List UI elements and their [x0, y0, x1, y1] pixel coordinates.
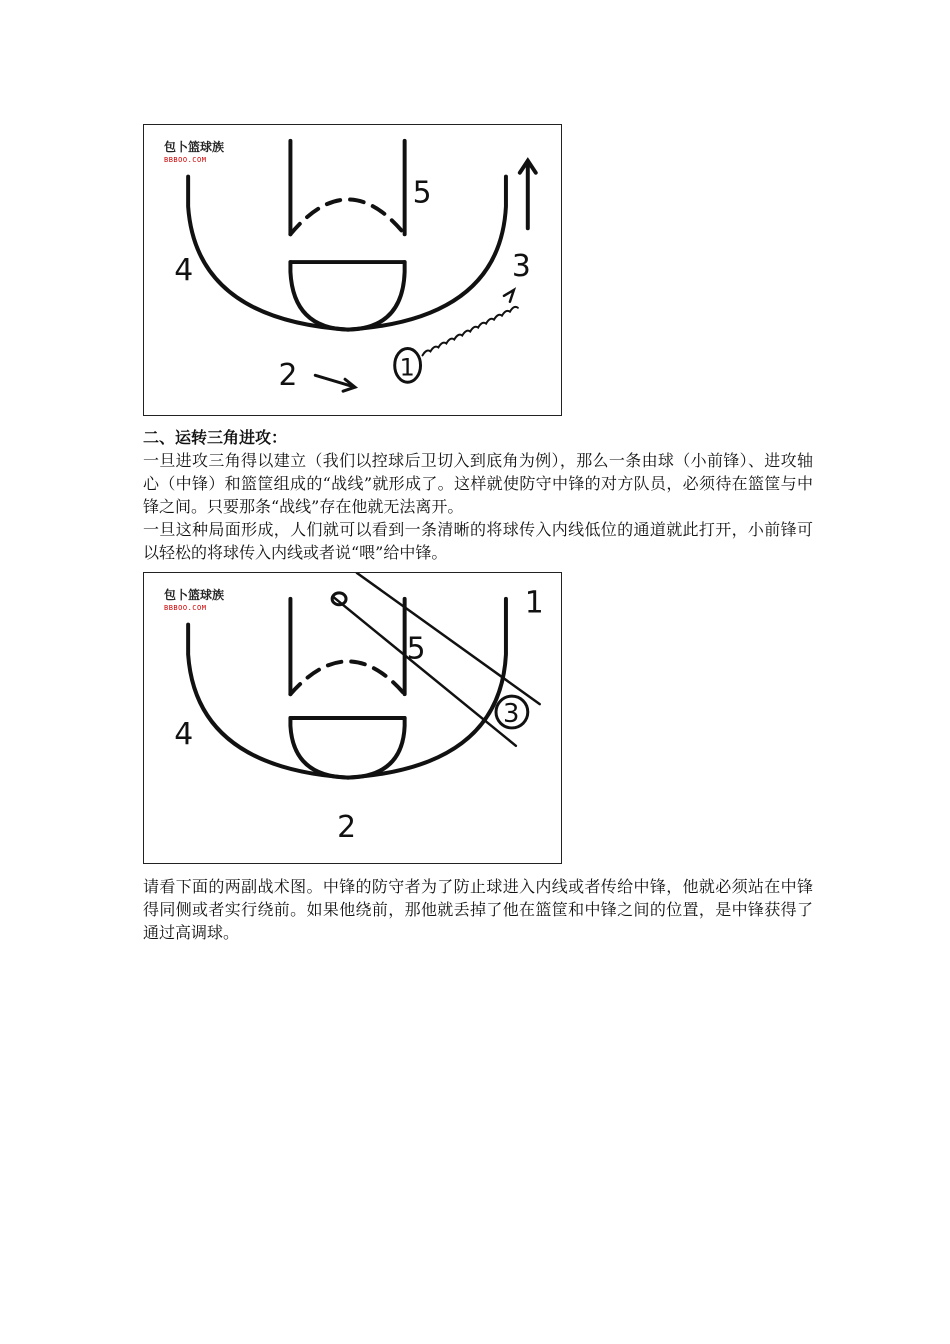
watermark-url: BBBOO.COM: [164, 156, 207, 164]
free-throw-circle-dashed: [290, 199, 404, 234]
court-diagram-2: [144, 573, 561, 863]
passing-lane-lower: [333, 597, 516, 746]
tactic-diagram-2: [143, 572, 562, 864]
player-1-label: 1: [399, 353, 415, 382]
tactic-diagram-1: [143, 124, 562, 416]
arrow-up: [520, 161, 536, 229]
paragraph-3: 请看下面的两副战术图。中锋的防守者为了防止球进入内线或者传给中锋，他就必须站在中锋得同侧或者实行绕前。如果他绕前，那他就丢掉了他在篮筐和中锋之间的位置，是中锋获得了通过高调球。: [143, 877, 813, 942]
lane-circle-lower: [290, 718, 404, 778]
paragraph-2: 一旦这种局面形成，人们就可以看到一条清晰的将球传入内线低位的通道就此打开，小前锋可以轻松的将球传入内线或者说“喂”给中锋。: [143, 520, 813, 562]
player-3-label: 3: [502, 698, 520, 729]
player-5-label: 5: [406, 631, 426, 667]
watermark-logo: 包卜篮球族: [164, 588, 225, 602]
player-1-label: 1: [524, 585, 544, 621]
player-5-label: 5: [412, 175, 432, 211]
free-throw-circle-dashed: [290, 661, 404, 694]
three-point-arc: [188, 599, 506, 778]
lane-circle-lower: [290, 262, 404, 330]
dribble-path: [423, 307, 518, 356]
watermark-url: BBBOO.COM: [164, 604, 207, 612]
watermark: [164, 141, 224, 164]
player-2-label: 2: [337, 810, 357, 846]
player-4-label: 4: [174, 252, 194, 288]
paragraph-1: 一旦进攻三角得以建立（我们以控球后卫切入到底角为例），那么一条由球（小前锋）、进攻轴心（中锋）和篮筐组成的“战线”就形成了。这样就使防守中锋的对方队员，必须待在篮筐与中锋之间。只要那条“战线”存在他就无法离开。: [143, 451, 813, 516]
player-3-label: 3: [511, 248, 531, 284]
player-2-label: 2: [278, 358, 298, 394]
player-4-label: 4: [174, 716, 194, 752]
section-heading: 二、运转三角进攻：: [143, 428, 288, 447]
watermark-logo: 包卜篮球族: [164, 140, 225, 154]
arrow-right: [315, 375, 355, 391]
three-point-arc: [188, 177, 506, 330]
watermark: [164, 589, 224, 612]
dribble-arrowhead: [504, 290, 514, 302]
court-diagram-1: [144, 125, 561, 415]
